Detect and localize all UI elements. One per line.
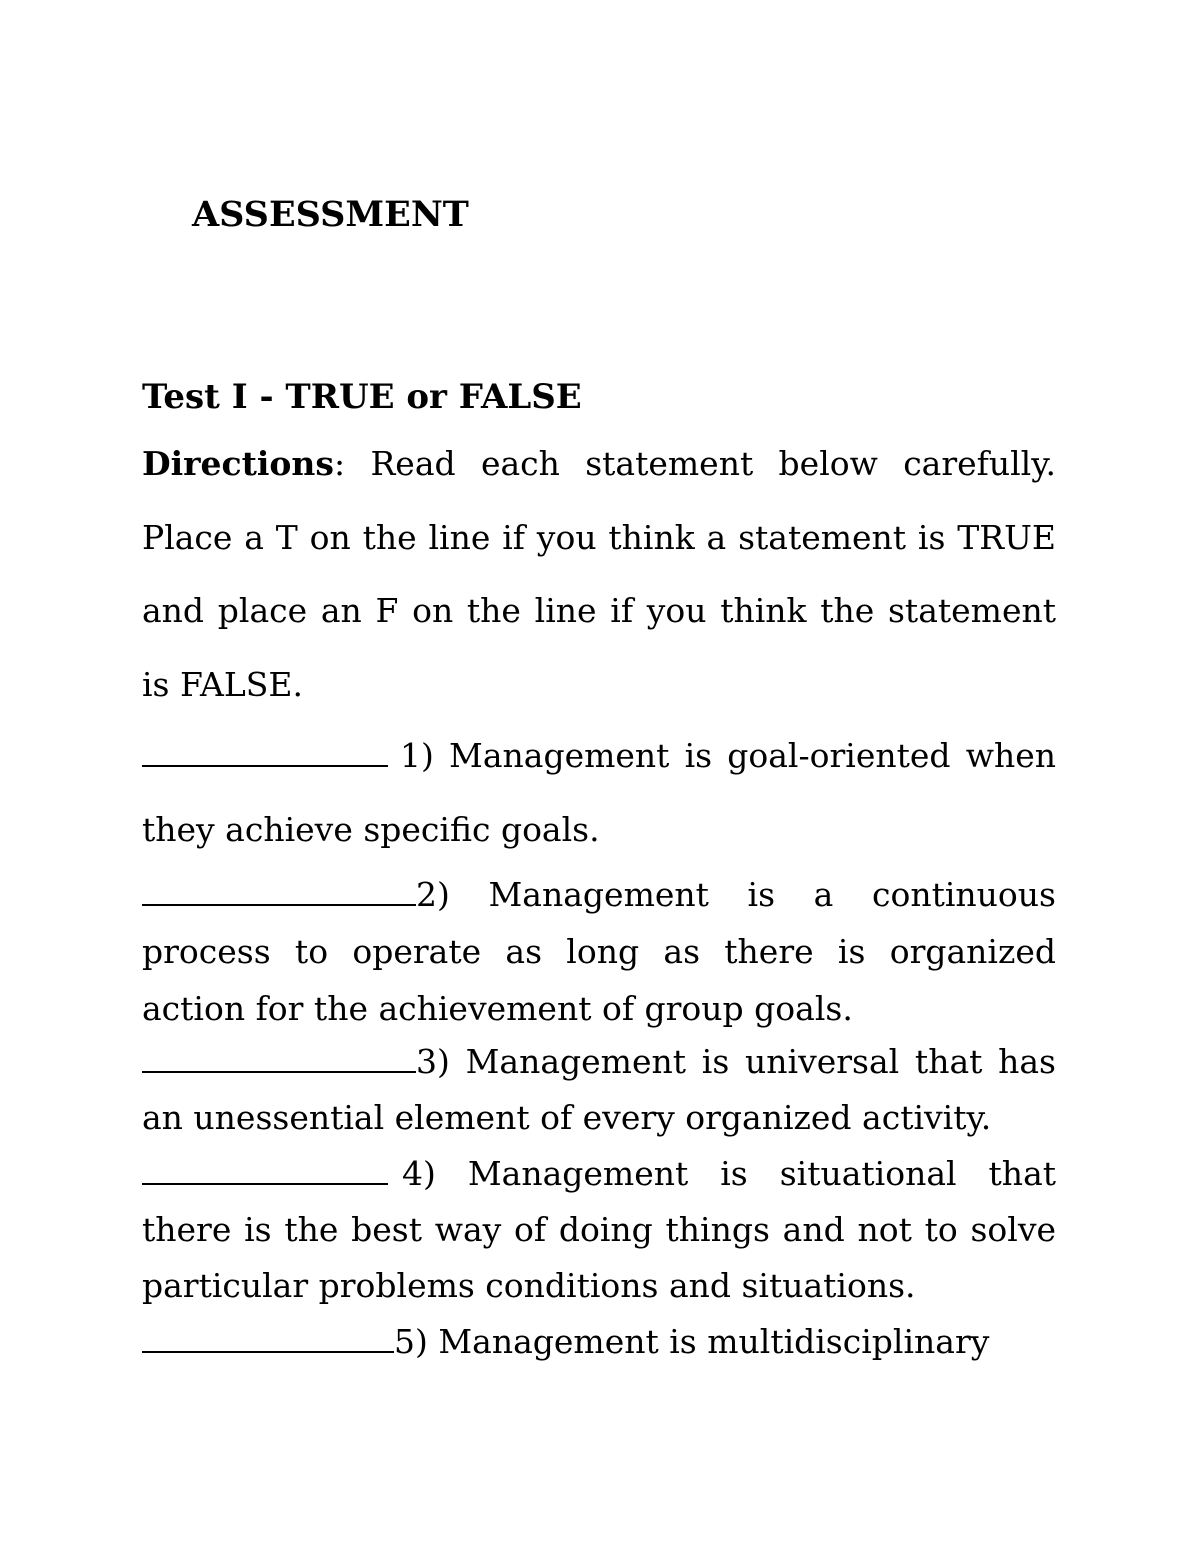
question-number-4: 4) (402, 1154, 436, 1193)
question-text-5: Management is multidisciplinary (427, 1322, 990, 1361)
directions-paragraph (142, 427, 1056, 721)
question-text-4: Management is situational that there is the best way of doing things and not to solve particular problems conditions and situations. (142, 1154, 1056, 1305)
question-item-3 (142, 1034, 1056, 1146)
answer-blank-1[interactable] (142, 733, 388, 767)
document-heading: ASSESSMENT (192, 194, 469, 235)
question-number-2: 2) (416, 875, 450, 914)
answer-blank-2[interactable] (142, 872, 416, 906)
question-item-4 (142, 1146, 1056, 1314)
question-item-1 (142, 719, 1056, 866)
question-text-3: Management is universal that has an unessential element of every organized activity. (142, 1042, 1056, 1137)
question-number-3: 3) (416, 1042, 450, 1081)
directions-text: : Read each statement below carefully. Place a T on the line if you think a statement is TRUE and place an F on the line if you think the statement is FALSE. (142, 444, 1056, 704)
directions-label: Directions (142, 444, 334, 483)
answer-blank-5[interactable] (142, 1319, 394, 1353)
answer-blank-3[interactable] (142, 1039, 416, 1073)
answer-blank-4[interactable] (142, 1151, 388, 1185)
question-text-2: Management is a continuous process to operate as long as there is organized action for the achievement of group goals. (142, 875, 1056, 1028)
question-text-1: Management is goal-oriented when they achieve specific goals. (142, 736, 1056, 849)
test-title: Test I - TRUE or FALSE (142, 377, 582, 417)
question-item-2 (142, 866, 1056, 1037)
question-number-5: 5) (394, 1322, 428, 1361)
question-item-5 (142, 1314, 1056, 1370)
question-number-1: 1) (400, 736, 434, 775)
